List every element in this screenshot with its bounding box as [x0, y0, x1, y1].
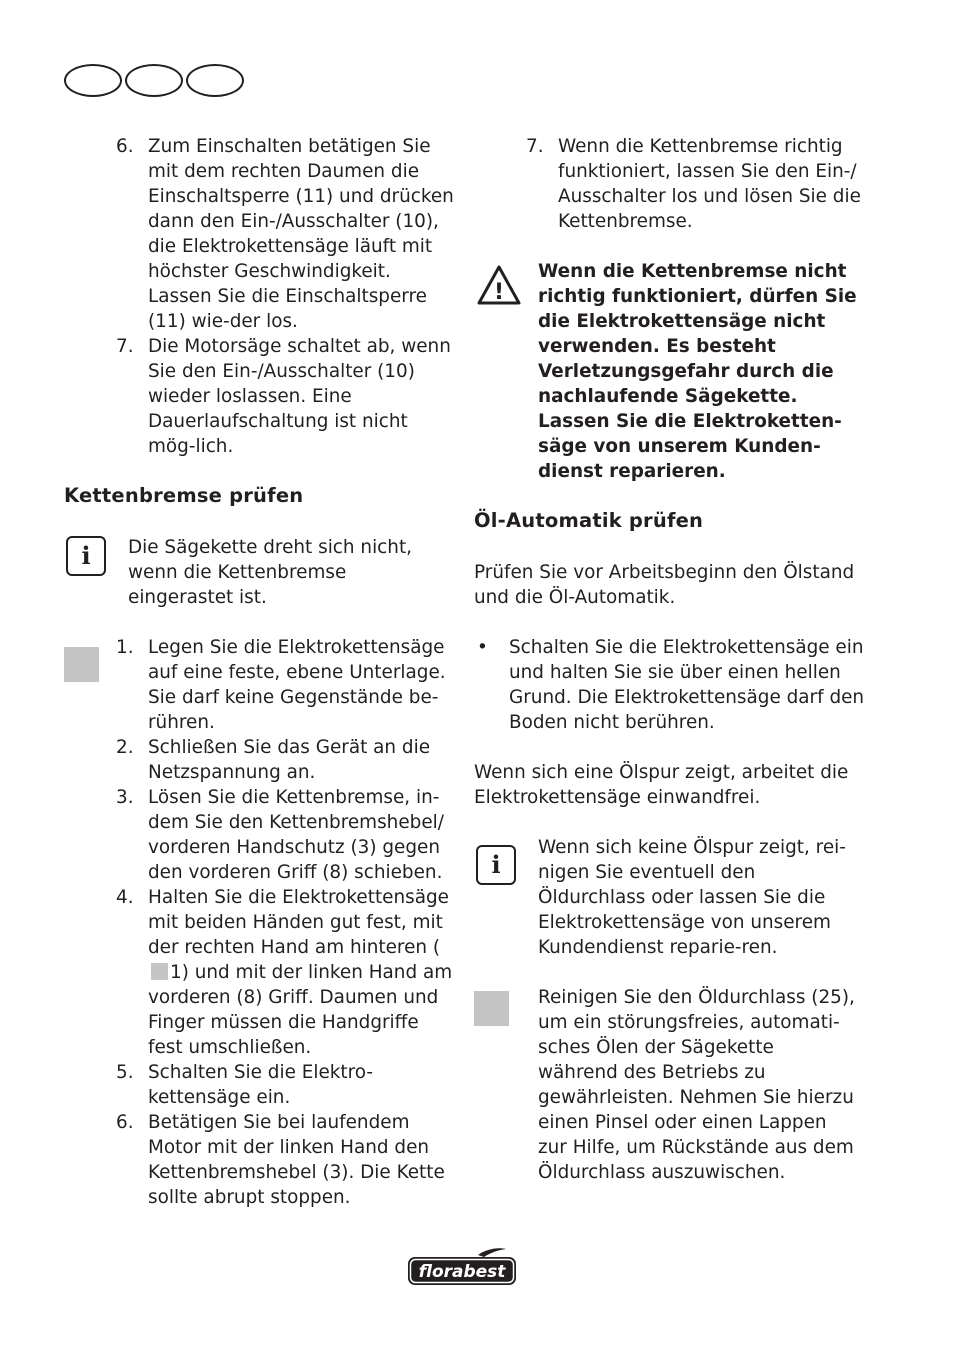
heading-kettenbremse: Kettenbremse prüfen	[64, 484, 304, 507]
florabest-logo	[406, 1247, 518, 1287]
language-oval-2	[125, 64, 183, 97]
list-item: 3. Lösen Sie die Kettenbremse, in-dem Sie den Kettenbremshebel/ vorderen Handschutz (3) gegen den vorderen Griff (8) schieben.	[116, 787, 444, 883]
oil-intro: Prüfen Sie vor Arbeitsbeginn den Ölstand und die Öl-Automatik.	[474, 562, 855, 608]
oil-result: Wenn sich eine Ölspur zeigt, arbeitet die Elektrokettensäge einwandfrei.	[474, 762, 849, 808]
info-icon: i	[66, 536, 106, 576]
language-oval-3	[186, 64, 244, 97]
info-note-oel: Wenn sich keine Ölspur zeigt, rei-nigen Sie eventuell den Öldurchlass oder lassen Sie die Elektrokettensäge von unserem Kundendienst reparie-ren.	[538, 837, 846, 958]
gray-marker	[474, 991, 509, 1026]
warning-icon	[476, 264, 522, 306]
list-item: 7. Die Motorsäge schaltet ab, wenn Sie den Ein-/Ausschalter (10) wieder loslassen. Eine Dauerlaufschaltung ist nicht mög-lich.	[116, 336, 451, 457]
left-steps	[64, 635, 454, 1210]
warning-text: Wenn die Kettenbremse nicht richtig funktioniert, dürfen Sie die Elektrokettensäge nicht verwenden. Es besteht Verletzungsgefahr durch die nachlaufende Sägekette. Lassen Sie die Elektroketten-säge von unserem Kunden-dienst reparieren.	[538, 261, 857, 482]
right-step-7	[474, 134, 864, 234]
language-ovals	[64, 64, 244, 97]
list-item: 1. Legen Sie die Elektrokettensäge auf eine feste, ebene Unterlage. Sie darf keine Gegenstände be-rühren.	[116, 637, 446, 733]
svg-text:florabest: florabest	[418, 1262, 506, 1282]
left-intro-steps	[64, 134, 454, 459]
language-oval-1	[64, 64, 122, 97]
clean-instructions: Reinigen Sie den Öldurchlass (25), um ein störungsfreies, automati-sches Ölen der Sägekette während des Betriebs zu gewährleisten. Nehmen Sie hierzu einen Pinsel oder einen Lappen zur Hilfe, um Rückstände aus dem Öldurchlass auszuwischen.	[538, 987, 855, 1183]
info-note-kettenbremse: Die Sägekette dreht sich nicht, wenn die Kettenbremse eingerastet ist.	[128, 537, 413, 608]
info-icon: i	[476, 845, 516, 885]
list-item: • Schalten Sie die Elektrokettensäge ein und halten Sie sie über einen hellen Grund. Die Elektrokettensäge darf den Boden nicht berühren.	[477, 637, 865, 733]
svg-text:!: !	[493, 280, 505, 305]
list-item: 7. Wenn die Kettenbremse richtig funktioniert, lassen Sie den Ein-/ Ausschalter los und lösen Sie die Kettenbremse.	[526, 136, 861, 232]
list-item: 6. Betätigen Sie bei laufendem Motor mit der linken Hand den Kettenbremshebel (3). Die Kette sollte abrupt stoppen.	[116, 1112, 445, 1208]
list-item: 6. Zum Einschalten betätigen Sie mit dem rechten Daumen die Einschaltsperre (11) und drücken dann den Ein-/Ausschalter (10), die Elektrokettensäge läuft mit höchster Geschwindigkeit. Lassen Sie die Einschaltsperre (11) wie-der los.	[116, 136, 454, 332]
list-item: 4. Halten Sie die Elektrokettensäge mit beiden Händen gut fest, mit der rechten Hand am hinteren (1) und mit der linken Hand am vorderen (8) Griff. Daumen und Finger müssen die Handgriffe fest umschließen.	[116, 887, 453, 1058]
heading-oel-automatik: Öl-Automatik prüfen	[474, 509, 704, 532]
list-item: 2. Schließen Sie das Gerät an die Netzspannung an.	[116, 737, 431, 783]
list-item: 5. Schalten Sie die Elektro-kettensäge ein.	[116, 1062, 374, 1108]
inline-gray-marker	[151, 963, 168, 980]
